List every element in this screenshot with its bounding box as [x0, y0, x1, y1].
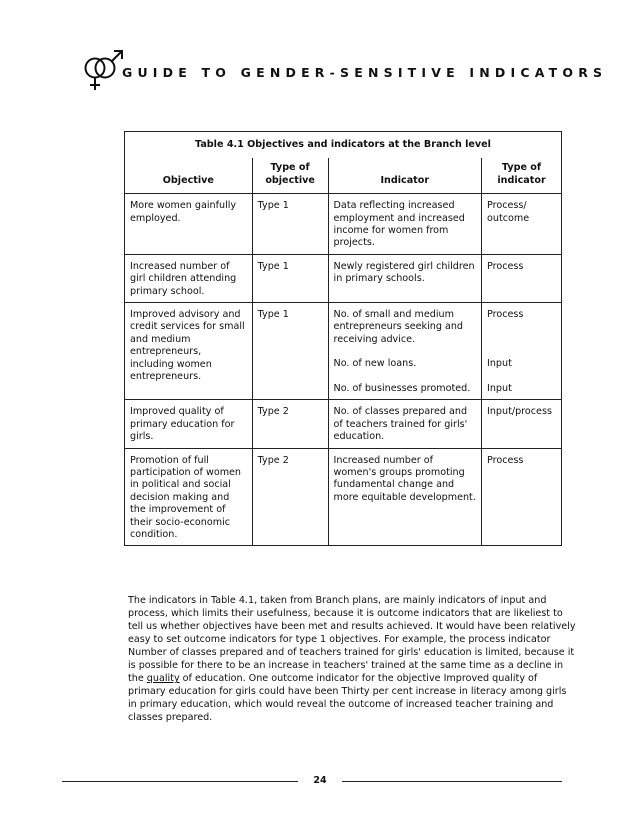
indicator-type-cell: Process	[482, 254, 562, 302]
indicator-type-cell	[482, 303, 562, 400]
indicator-type-item: Input	[487, 358, 512, 370]
page-number: 24	[313, 775, 327, 786]
column-header-type-of-objective: Type of objective	[252, 158, 328, 193]
table-row	[125, 448, 562, 546]
indicator-type-cell: Process/ outcome	[482, 194, 562, 255]
indicator-item: No. of new loans.	[333, 358, 417, 370]
footer-rule-right	[342, 781, 562, 782]
objective-cell: Promotion of full participation of women in political and social decision making and the improvement of their socio-economic condition.	[125, 448, 253, 546]
indicator-item: No. of small and medium entrepreneurs seeking and receiving advice.	[333, 309, 464, 345]
objective-type-cell: Type 1	[252, 303, 328, 400]
objective-type-cell: Type 2	[252, 448, 328, 546]
indicator-cell: Data reflecting increased employment and increased income for women from projects.	[328, 194, 481, 255]
column-header-type-of-indicator: Type of indicator	[482, 158, 562, 193]
objective-cell: More women gainfully employed.	[125, 194, 253, 255]
body-paragraph	[128, 594, 576, 724]
objective-cell: Improved quality of primary education for girls.	[125, 400, 253, 448]
table-row	[125, 400, 562, 448]
objective-cell: Increased number of girl children attending primary school.	[125, 254, 253, 302]
table-row	[125, 254, 562, 302]
objective-type-cell: Type 1	[252, 194, 328, 255]
table-caption: Table 4.1 Objectives and indicators at the Branch level	[125, 132, 562, 159]
column-header-indicator: Indicator	[328, 158, 481, 193]
indicator-type-item: Process	[487, 309, 524, 321]
indicator-type-item: Input	[487, 382, 512, 394]
page-header	[78, 46, 608, 96]
column-header-objective: Objective	[125, 158, 253, 193]
objective-cell: Improved advisory and credit services for small and medium entrepreneurs, including women entrepreneurs.	[125, 303, 253, 400]
paragraph-text-part2: of education. One outcome indicator for the objective Improved quality of primary education for girls could have been Thirty per cent increase in literacy among girls in primary education, which would reveal the outcome of increased teacher training and classes prepared.	[128, 673, 567, 724]
footer-rule-left	[62, 781, 298, 782]
objective-type-cell: Type 2	[252, 400, 328, 448]
table-row	[125, 194, 562, 255]
objective-type-cell: Type 1	[252, 254, 328, 302]
indicator-type-cell: Process	[482, 448, 562, 546]
underlined-word: quality	[146, 673, 180, 685]
indicator-cell: Increased number of women's groups promoting fundamental change and more equitable development.	[328, 448, 481, 546]
table-row	[125, 303, 562, 400]
indicator-cell: No. of classes prepared and of teachers trained for girls' education.	[328, 400, 481, 448]
objectives-table	[124, 131, 562, 546]
indicator-cell: Newly registered girl children in primary schools.	[328, 254, 481, 302]
header-title: GUIDE TO GENDER-SENSITIVE INDICATORS	[122, 65, 608, 80]
paragraph-text-part1: The indicators in Table 4.1, taken from Branch plans, are mainly indicators of input and process, which limits their usefulness, because it is outcome indicators that are likeliest to tell us whether objectives have been met and results achieved. It would have been relatively easy to set outcome indicators for type 1 objectives. For example, the process indicator Number of classes prepared and of teachers trained for girls' education is limited, because it is possible for there to be an increase in teachers' trained at the same time as a decline in the	[128, 595, 576, 685]
indicator-type-cell: Input/process	[482, 400, 562, 448]
indicator-cell	[328, 303, 481, 400]
indicator-item: No. of businesses promoted.	[333, 382, 471, 394]
